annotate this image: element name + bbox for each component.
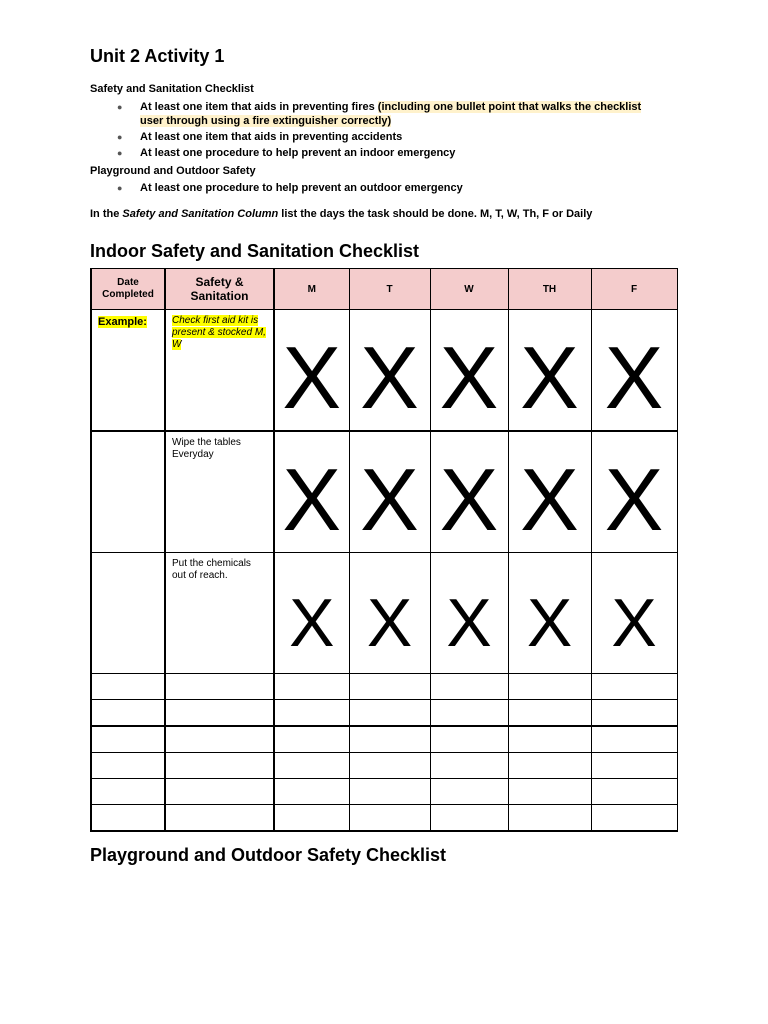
task-cell[interactable] [165, 753, 274, 779]
indoor-checklist-table [90, 268, 678, 832]
requirement-item: ● At least one item that aids in preventing accidents [117, 131, 403, 143]
header-day-t: T [349, 269, 430, 310]
day-cell[interactable] [349, 726, 430, 753]
x-mark: X [360, 450, 419, 549]
day-cell[interactable] [508, 553, 591, 674]
bullet-icon: ● [117, 102, 123, 112]
day-cell[interactable] [274, 805, 349, 832]
requirement-item: ● At least one item that aids in preventing fires (including one bullet point that walks the checklist user through using a fire extinguisher correctly) [117, 101, 642, 127]
day-cell[interactable] [508, 700, 591, 727]
date-cell[interactable] [91, 779, 165, 805]
header-safety-sanitation: Safety & Sanitation [165, 269, 274, 310]
header-day-w: W [430, 269, 508, 310]
table-row-empty [91, 674, 677, 700]
day-cell[interactable] [430, 726, 508, 753]
table-row [91, 310, 677, 432]
day-cell[interactable] [274, 674, 349, 700]
day-cell[interactable] [508, 805, 591, 832]
day-cell[interactable] [591, 753, 677, 779]
day-cell[interactable] [591, 431, 677, 553]
checklist-section-label: Safety and Sanitation Checklist [90, 83, 254, 95]
task-cell[interactable] [165, 310, 274, 432]
day-cell[interactable] [430, 431, 508, 553]
day-cell[interactable] [349, 779, 430, 805]
header-day-th: TH [508, 269, 591, 310]
day-cell[interactable] [591, 553, 677, 674]
x-mark: X [446, 585, 492, 661]
day-cell[interactable] [274, 431, 349, 553]
task-cell[interactable] [165, 805, 274, 832]
task-cell[interactable] [165, 726, 274, 753]
date-cell[interactable] [91, 674, 165, 700]
table-row-empty [91, 700, 677, 727]
task-cell[interactable] [165, 553, 274, 674]
date-cell[interactable] [91, 700, 165, 727]
x-mark: X [282, 450, 342, 549]
task-cell[interactable] [165, 431, 274, 553]
day-cell[interactable] [591, 805, 677, 832]
bullet-icon: ● [117, 132, 123, 142]
x-mark: X [282, 328, 342, 427]
date-cell[interactable] [91, 553, 165, 674]
task-text: Check first aid kit is present & stocked M, W [172, 315, 266, 350]
x-mark: X [526, 585, 573, 661]
header-day-f: F [591, 269, 677, 310]
bullet-icon: ● [117, 183, 123, 193]
x-mark: X [604, 450, 664, 549]
checklist-requirements [90, 100, 660, 162]
header-day-m: M [274, 269, 349, 310]
day-cell[interactable] [274, 553, 349, 674]
x-mark: X [611, 585, 657, 661]
table-header-row [91, 269, 677, 310]
table-row [91, 431, 677, 553]
date-cell[interactable] [91, 310, 165, 432]
day-cell[interactable] [349, 805, 430, 832]
day-cell[interactable] [430, 674, 508, 700]
day-cell[interactable] [349, 431, 430, 553]
x-mark: X [366, 585, 413, 661]
playground-requirements [90, 181, 660, 197]
bullet-icon: ● [117, 148, 123, 158]
x-mark: X [604, 328, 664, 427]
requirement-item: ● At least one procedure to help prevent an indoor emergency [117, 147, 456, 159]
instructions: In the Safety and Sanitation Column list the days the task should be done. M, T, W, Th, F or Daily [90, 208, 593, 220]
day-cell[interactable] [508, 310, 591, 432]
day-cell[interactable] [430, 805, 508, 832]
day-cell[interactable] [508, 753, 591, 779]
playground-section-label: Playground and Outdoor Safety [90, 165, 256, 177]
day-cell[interactable] [430, 310, 508, 432]
day-cell[interactable] [591, 700, 677, 727]
day-cell[interactable] [430, 553, 508, 674]
task-text: Put the chemicals out of reach. [172, 558, 251, 581]
day-cell[interactable] [349, 674, 430, 700]
task-text: Wipe the tables Everyday [172, 437, 241, 460]
day-cell[interactable] [349, 700, 430, 727]
table-row-empty [91, 779, 677, 805]
task-cell[interactable] [165, 674, 274, 700]
day-cell[interactable] [508, 779, 591, 805]
day-cell[interactable] [349, 310, 430, 432]
outdoor-checklist-heading: Playground and Outdoor Safety Checklist [90, 845, 447, 865]
example-label: Example: [98, 316, 147, 328]
x-mark: X [520, 450, 579, 549]
day-cell[interactable] [508, 431, 591, 553]
day-cell[interactable] [430, 700, 508, 727]
day-cell[interactable] [591, 726, 677, 753]
table-row-empty [91, 726, 677, 753]
x-mark: X [439, 328, 499, 427]
highlighted-note: (including one bullet point that walks the checklist user through using a fire extinguisher correctly) [140, 101, 642, 127]
x-mark: X [520, 328, 579, 427]
indoor-checklist-heading: Indoor Safety and Sanitation Checklist [90, 241, 420, 261]
date-cell[interactable] [91, 431, 165, 553]
day-cell[interactable] [591, 779, 677, 805]
x-mark: X [289, 585, 335, 661]
day-cell[interactable] [349, 553, 430, 674]
day-cell[interactable] [274, 700, 349, 727]
day-cell[interactable] [430, 753, 508, 779]
date-cell[interactable] [91, 726, 165, 753]
day-cell[interactable] [274, 726, 349, 753]
day-cell[interactable] [349, 753, 430, 779]
day-cell[interactable] [274, 753, 349, 779]
task-cell[interactable] [165, 700, 274, 727]
requirement-item: ● At least one procedure to help prevent an outdoor emergency [117, 182, 463, 194]
day-cell[interactable] [591, 674, 677, 700]
day-cell[interactable] [274, 779, 349, 805]
day-cell[interactable] [591, 310, 677, 432]
x-mark: X [439, 450, 499, 549]
date-cell[interactable] [91, 753, 165, 779]
day-cell[interactable] [430, 779, 508, 805]
date-cell[interactable] [91, 805, 165, 832]
table-row-empty [91, 805, 677, 832]
page-title: Unit 2 Activity 1 [90, 46, 225, 66]
header-date-completed: Date Completed [91, 269, 165, 310]
day-cell[interactable] [508, 674, 591, 700]
day-cell[interactable] [274, 310, 349, 432]
task-cell[interactable] [165, 779, 274, 805]
table-row-empty [91, 753, 677, 779]
table-row [91, 553, 677, 674]
day-cell[interactable] [508, 726, 591, 753]
x-mark: X [360, 328, 419, 427]
